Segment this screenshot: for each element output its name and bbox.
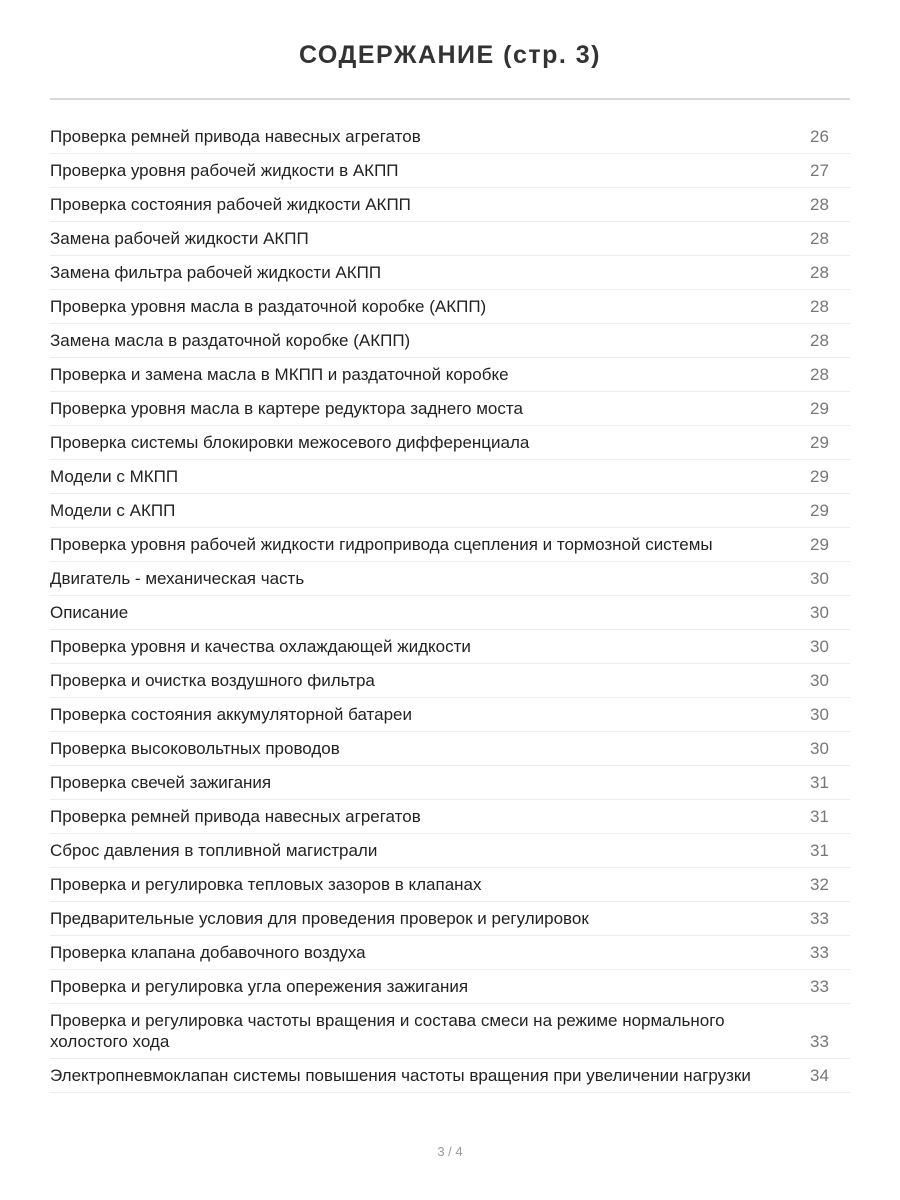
toc-row[interactable] [50,120,850,154]
toc-entry-title: Проверка системы блокировки межосевого дифференциала [50,433,530,452]
toc-row[interactable] [50,222,850,256]
toc-entry-page: 29 [810,433,829,452]
toc-row[interactable] [50,256,850,290]
toc-entry-title: Проверка ремней привода навесных агрегатов [50,127,421,146]
toc-row[interactable] [50,596,850,630]
toc-entry-page: 28 [810,365,829,384]
toc-entry-page: 33 [810,1032,829,1051]
toc-entry-title: Проверка уровня рабочей жидкости в АКПП [50,161,399,180]
toc-row[interactable] [50,800,850,834]
toc-entry-page: 28 [810,297,829,316]
page-indicator: 3 / 4 [437,1144,463,1159]
toc-entry-title: Проверка свечей зажигания [50,773,272,792]
toc-entry-title: Проверка высоковольтных проводов [50,739,340,758]
toc-entry-title: Проверка уровня масла в картере редуктора заднего моста [50,399,523,418]
toc-row[interactable] [50,154,850,188]
toc-entry-page: 27 [810,161,829,180]
toc-row[interactable] [50,324,850,358]
toc-entry-title: Замена рабочей жидкости АКПП [50,229,309,248]
toc-entry-title: Сброс давления в топливной магистрали [50,841,378,860]
toc-entry-page: 34 [810,1066,829,1085]
toc-entry-title: Замена фильтра рабочей жидкости АКПП [50,263,382,282]
toc-row[interactable] [50,494,850,528]
toc-entry-page: 28 [810,263,829,282]
toc-entry-title: Замена масла в раздаточной коробке (АКПП) [50,331,411,350]
toc-row[interactable] [50,426,850,460]
toc-entry-title: Проверка и регулировка тепловых зазоров в клапанах [50,875,482,894]
toc-entry-title: Проверка ремней привода навесных агрегатов [50,807,421,826]
toc-row[interactable] [50,392,850,426]
toc-row[interactable] [50,630,850,664]
toc-entry-page: 31 [810,841,829,860]
toc-row[interactable] [50,766,850,800]
toc-row[interactable] [50,290,850,324]
table-of-contents [50,120,850,1093]
toc-entry-page: 30 [810,705,829,724]
toc-entry-page: 30 [810,569,829,588]
toc-row[interactable] [50,460,850,494]
toc-entry-title: Проверка уровня и качества охлаждающей жидкости [50,637,471,656]
toc-row[interactable] [50,528,850,562]
toc-entry-title: Проверка уровня рабочей жидкости гидропривода сцепления и тормозной системы [50,535,713,554]
toc-entry-title: Проверка уровня масла в раздаточной коробке (АКПП) [50,297,487,316]
toc-entry-title: Проверка состояния рабочей жидкости АКПП [50,195,411,214]
toc-row[interactable] [50,732,850,766]
toc-entry-title: Проверка состояния аккумуляторной батареи [50,705,412,724]
toc-entry-title: Модели с МКПП [50,467,179,486]
toc-entry-title: Описание [50,603,129,622]
toc-entry-title: Проверка и регулировка частоты вращения и состава смеси на режиме нормального холостого хода [50,1011,725,1051]
toc-row[interactable] [50,902,850,936]
toc-entry-page: 29 [810,501,829,520]
toc-entry-page: 32 [810,875,829,894]
toc-row[interactable] [50,834,850,868]
toc-entry-page: 29 [810,399,829,418]
toc-entry-page: 29 [810,535,829,554]
toc-entry-page: 28 [810,229,829,248]
toc-entry-page: 30 [810,671,829,690]
toc-entry-page: 30 [810,603,829,622]
toc-row[interactable] [50,358,850,392]
toc-entry-title: Проверка и замена масла в МКПП и раздаточной коробке [50,365,509,384]
toc-entry-page: 31 [810,807,829,826]
toc-row[interactable] [50,562,850,596]
toc-row[interactable] [50,970,850,1004]
toc-entry-title: Двигатель - механическая часть [50,569,305,588]
toc-entry-title: Электропневмоклапан системы повышения частоты вращения при увеличении нагрузки [50,1066,751,1085]
toc-entry-page: 33 [810,943,829,962]
title-divider [50,98,850,100]
toc-entry-page: 26 [810,127,829,146]
toc-entry-page: 31 [810,773,829,792]
toc-entry-title: Проверка и регулировка угла опережения зажигания [50,977,469,996]
toc-entry-page: 29 [810,467,829,486]
toc-entry-title: Предварительные условия для проведения проверок и регулировок [50,909,589,928]
toc-row[interactable] [50,188,850,222]
toc-row[interactable] [50,1059,850,1093]
toc-row[interactable] [50,698,850,732]
toc-row[interactable] [50,1004,850,1059]
toc-entry-page: 28 [810,331,829,350]
toc-row[interactable] [50,868,850,902]
toc-entry-page: 30 [810,739,829,758]
toc-row[interactable] [50,664,850,698]
toc-entry-title: Модели с АКПП [50,501,176,520]
toc-entry-title: Проверка клапана добавочного воздуха [50,943,366,962]
toc-entry-page: 30 [810,637,829,656]
toc-entry-page: 33 [810,977,829,996]
toc-row[interactable] [50,936,850,970]
toc-entry-page: 33 [810,909,829,928]
page-title: СОДЕРЖАНИЕ (стр. 3) [298,41,602,69]
toc-entry-page: 28 [810,195,829,214]
toc-entry-title: Проверка и очистка воздушного фильтра [50,671,375,690]
